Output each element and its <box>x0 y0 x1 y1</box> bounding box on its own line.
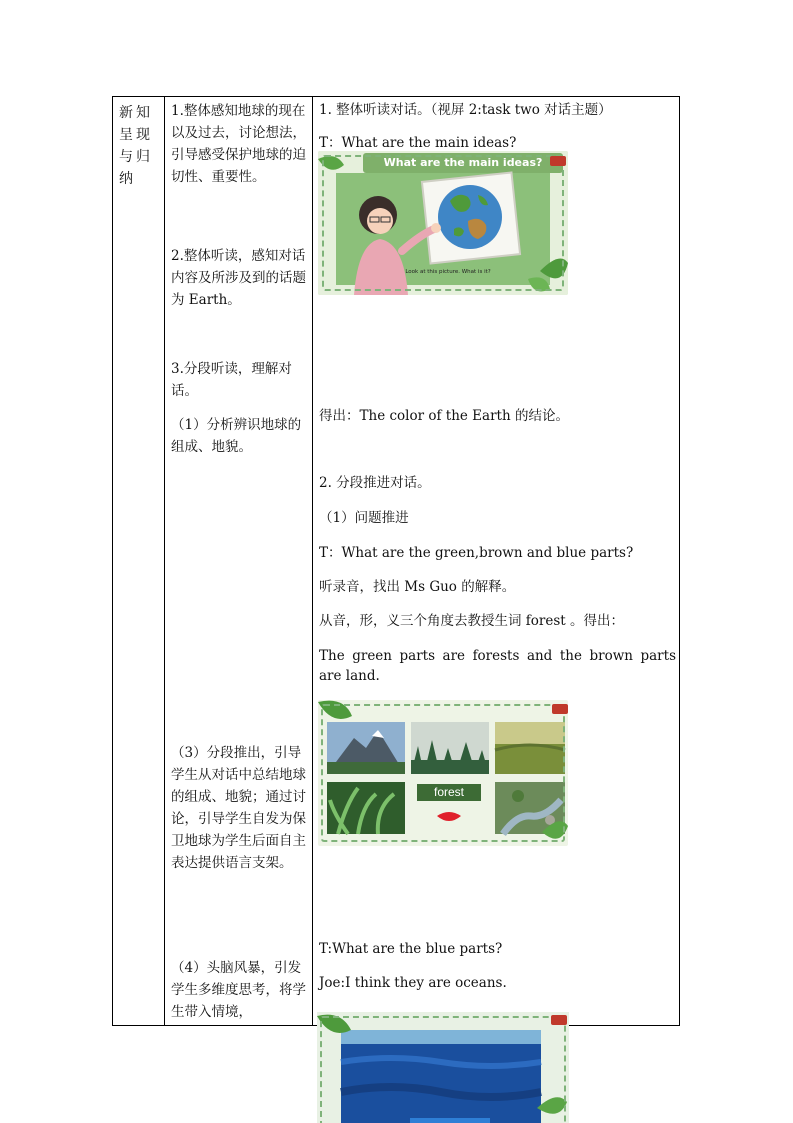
question-step-heading: （1）问题推进 <box>319 510 409 526</box>
slide-logo-icon <box>552 704 568 714</box>
goal-3-3: （3）分段推出，引导学生从对话中总结地球的组成、地貌；通过讨论，引导学生自发为保卫地球为学生后面自主表达提供语言支架。 <box>171 745 306 871</box>
teacher-question-blue: T:What are the blue parts? <box>319 941 503 957</box>
slide-main-ideas-caption: Look at this picture. What is it? <box>405 269 491 275</box>
slide-ocean-dashed-frame <box>320 1016 566 1123</box>
teacher-question-parts: T：What are the green,brown and blue parts? <box>319 545 634 561</box>
teach-word-forest: 从音，形，义三个角度去教授生词 forest 。得出： <box>319 613 625 629</box>
teacher-question-main-ideas: T：What are the main ideas? <box>319 135 517 151</box>
slide-ocean <box>317 1012 569 1123</box>
column-divider-2 <box>312 97 313 1025</box>
stage-label: 新知呈现与归纳 <box>119 105 153 187</box>
slide-forest-dashed-frame <box>321 704 565 842</box>
column-divider-1 <box>164 97 165 1025</box>
goal-3-1: （1）分析辨识地球的组成、地貌。 <box>171 417 302 455</box>
student-answer-oceans: Joe:I think they are oceans. <box>319 975 507 991</box>
goal-3-4: （4）头脑风暴，引发学生多维度思考，将学生带入情境， <box>171 960 306 1020</box>
listen-instruction: 听录音，找出 Ms Guo 的解释。 <box>319 579 516 595</box>
lesson-table <box>112 96 680 1026</box>
conclusion-green-brown: The green parts are forests and the brown parts are land. <box>319 648 676 684</box>
slide-main-ideas-title: What are the main ideas? <box>383 156 543 169</box>
slide-logo-icon <box>551 1015 567 1025</box>
goal-2: 2.整体听读，感知对话内容及所涉及到的话题为 Earth。 <box>171 248 306 308</box>
slide-logo-icon <box>550 156 566 166</box>
activity-2-heading: 2. 分段推进对话。 <box>319 475 431 491</box>
forest-word-label: forest <box>433 785 464 799</box>
slide-forest <box>318 700 568 846</box>
goal-1: 1.整体感知地球的现在以及过去，讨论想法，引导感受保护地球的迫切性、重要性。 <box>171 103 306 185</box>
goal-3: 3.分段听读，理解对话。 <box>171 361 292 399</box>
conclusion-earth-color: 得出：The color of the Earth 的结论。 <box>319 408 569 424</box>
slide-main-ideas <box>318 151 568 295</box>
activity-1-heading: 1. 整体听读对话。（视屏 2:task two 对话主题） <box>319 102 612 118</box>
